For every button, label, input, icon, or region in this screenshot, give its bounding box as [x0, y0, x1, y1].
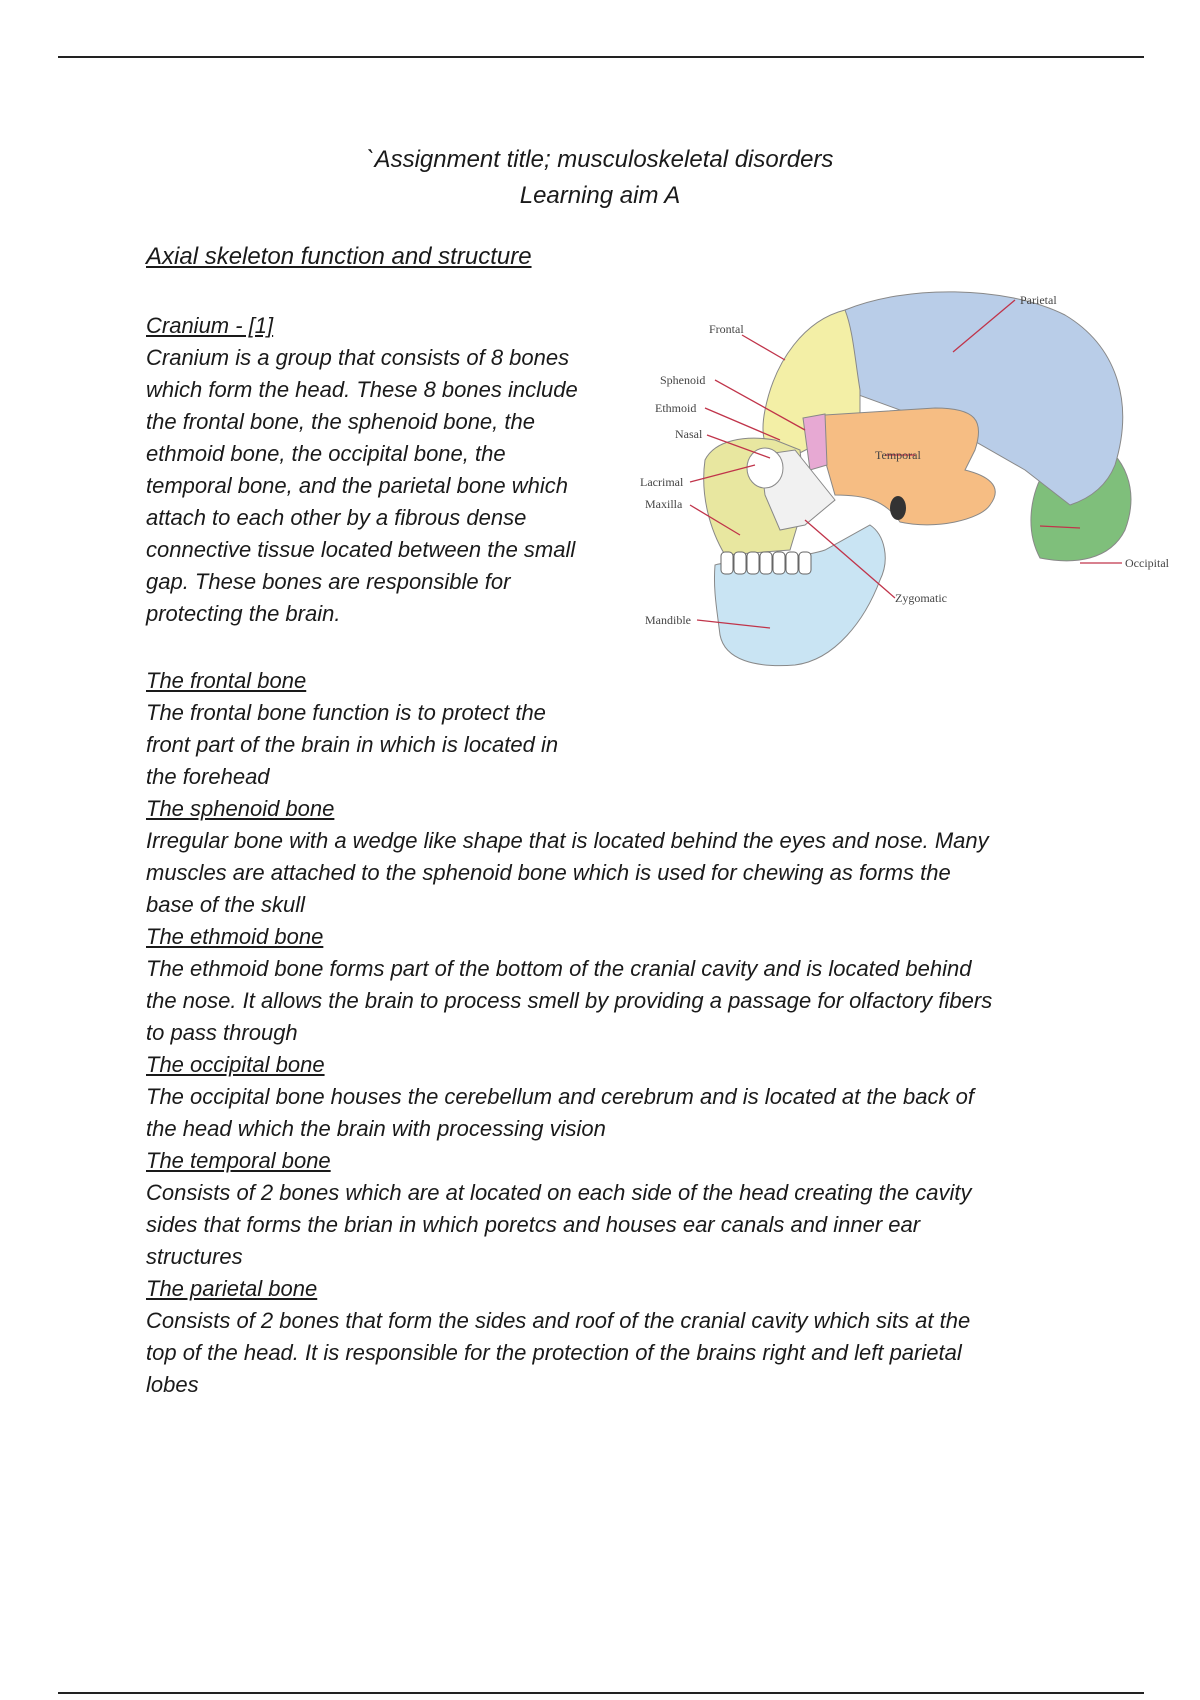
frontal-line: the forehead — [146, 764, 270, 789]
occipital-heading: The occipital bone — [146, 1052, 325, 1077]
parietal-line: top of the head. It is responsible for the protection of the brains right and left parietal — [146, 1340, 962, 1365]
cranium-line: connective tissue located between the small — [146, 537, 576, 562]
cranium-heading: Cranium - [1] — [146, 313, 274, 338]
label-ethmoid: Ethmoid — [655, 401, 697, 415]
frontal-heading: The frontal bone — [146, 668, 307, 693]
section-heading: Axial skeleton function and structure — [146, 243, 532, 270]
bottom-rule — [58, 1692, 1144, 1694]
temporal-heading: The temporal bone — [146, 1148, 331, 1173]
title-line-1: `Assignment title; musculoskeletal disorders — [366, 146, 834, 173]
temporal-line: structures — [146, 1244, 243, 1269]
label-sphenoid: Sphenoid — [660, 373, 706, 387]
cranium-line: Cranium is a group that consists of 8 bones — [146, 345, 570, 370]
ethmoid-heading: The ethmoid bone — [146, 924, 324, 949]
cranium-line: gap. These bones are responsible for — [146, 569, 511, 594]
frontal-line: The frontal bone function is to protect the — [146, 700, 546, 725]
label-zygomatic: Zygomatic — [895, 591, 947, 605]
occipital-line: the head which the brain with processing vision — [146, 1116, 606, 1141]
sphenoid-bone — [803, 414, 827, 470]
label-maxilla: Maxilla — [645, 497, 683, 511]
cranium-section — [146, 310, 626, 630]
label-parietal: Parietal — [1020, 293, 1057, 307]
frontal-line: front part of the brain in which is located in — [146, 732, 559, 757]
parietal-line: Consists of 2 bones that form the sides and roof of the cranial cavity which sits at the — [146, 1308, 971, 1333]
top-rule — [58, 56, 1144, 58]
sphenoid-line: Irregular bone with a wedge like shape that is located behind the eyes and nose. Many — [146, 828, 989, 853]
sphenoid-line: base of the skull — [146, 892, 305, 917]
bone-descriptions — [146, 793, 1086, 1401]
sphenoid-heading: The sphenoid bone — [146, 796, 335, 821]
frontal-section — [146, 665, 616, 793]
label-frontal: Frontal — [709, 322, 744, 336]
teeth — [721, 552, 811, 574]
ethmoid-line: the nose. It allows the brain to process smell by providing a passage for olfactory fibers — [146, 988, 993, 1013]
temporal-line: sides that forms the brian in which poretcs and houses ear canals and inner ear — [146, 1212, 921, 1237]
ear-canal — [890, 496, 906, 520]
skull-diagram — [640, 290, 1185, 720]
document-title — [0, 142, 1200, 214]
cranium-line: the frontal bone, the sphenoid bone, the — [146, 409, 535, 434]
label-lacrimal: Lacrimal — [640, 475, 684, 489]
cranium-line: which form the head. These 8 bones include — [146, 377, 578, 402]
occipital-line: The occipital bone houses the cerebellum and cerebrum and is located at the back of — [146, 1084, 974, 1109]
parietal-heading: The parietal bone — [146, 1276, 318, 1301]
leader-frontal — [742, 335, 785, 360]
orbit — [747, 448, 783, 488]
label-nasal: Nasal — [675, 427, 703, 441]
label-occipital-outer: Occipital — [1125, 556, 1169, 570]
title-line-2: Learning aim A — [519, 182, 681, 209]
label-mandible: Mandible — [645, 613, 691, 627]
ethmoid-line: The ethmoid bone forms part of the bottom of the cranial cavity and is located behind — [146, 956, 972, 981]
cranium-line: temporal bone, and the parietal bone which — [146, 473, 568, 498]
cranium-line: ethmoid bone, the occipital bone, the — [146, 441, 506, 466]
parietal-line: lobes — [146, 1372, 199, 1397]
ethmoid-line: to pass through — [146, 1020, 298, 1045]
cranium-line: protecting the brain. — [146, 601, 341, 626]
label-temporal: Temporal — [875, 448, 921, 462]
cranium-line: attach to each other by a fibrous dense — [146, 505, 527, 530]
temporal-bone — [825, 408, 995, 525]
sphenoid-line: muscles are attached to the sphenoid bone which is used for chewing as forms the — [146, 860, 951, 885]
temporal-line: Consists of 2 bones which are at located on each side of the head creating the cavity — [146, 1180, 972, 1205]
